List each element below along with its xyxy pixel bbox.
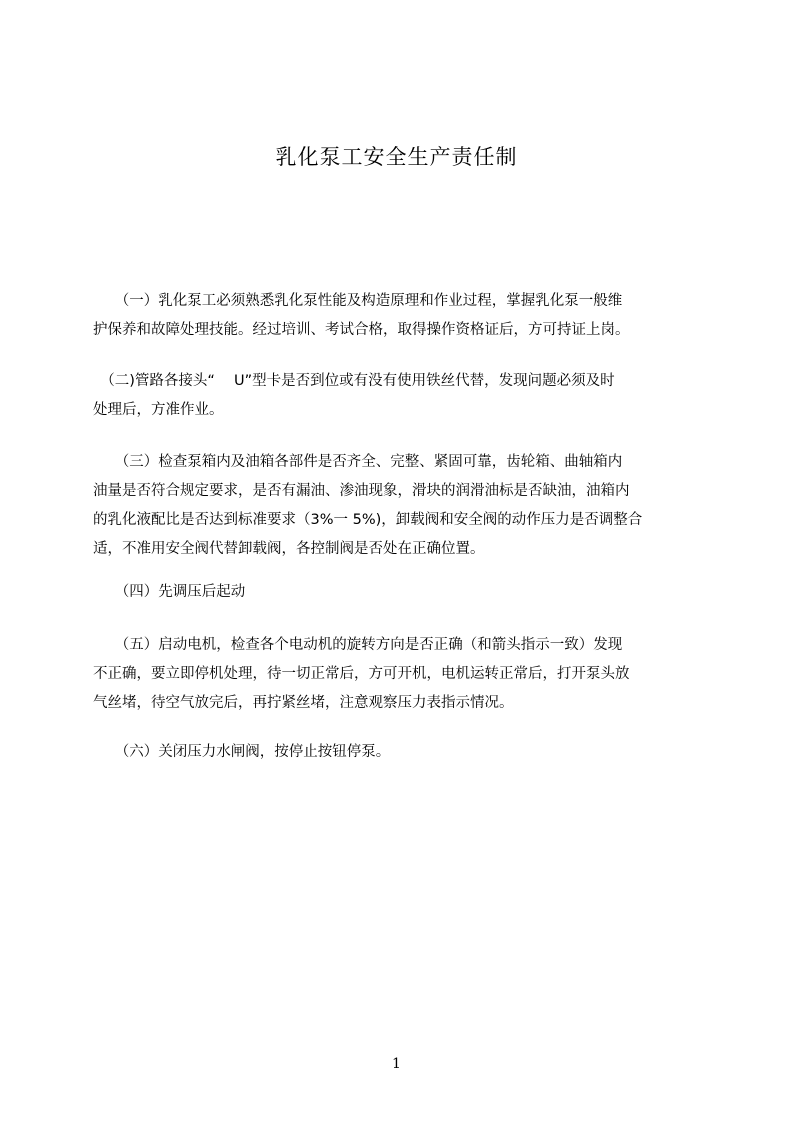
paragraph-1	[93, 287, 718, 345]
document-title: 乳化泵工安全生产责任制	[275, 145, 518, 169]
paragraph-line: 油量是否符合规定要求，是否有漏油、渗油现象，滑块的润滑油标是否缺油，油箱内	[93, 483, 630, 499]
paragraph-6	[93, 738, 718, 767]
paragraph-3	[93, 448, 718, 564]
paragraph-line: （五）启动电机，检查各个电动机的旋转方向是否正确（和箭头指示一致）发现	[93, 637, 623, 653]
paragraph-line: 气丝堵，待空气放完后，再拧紧丝堵，注意观察压力表指示情况。	[93, 695, 514, 711]
page-number: 1	[392, 1056, 401, 1072]
paragraph-line: （三）检查泵箱内及油箱各部件是否齐全、完整、紧固可靠，齿轮箱、曲轴箱内	[93, 454, 623, 470]
paragraph-line: 护保养和故障处理技能。经过培训、考试合格，取得操作资格证后，方可持证上岗。	[93, 322, 630, 338]
paragraph-line: 适，不准用安全阀代替卸载阀，各控制阀是否处在正确位置。	[93, 541, 485, 557]
paragraph-line: 的乳化液配比是否达到标准要求（3%一 5%)，卸载阀和安全阀的动作压力是否调整合	[93, 512, 643, 528]
paragraph-line: 处理后，方准作业。	[93, 402, 224, 418]
paragraph-line: 不正确，要立即停机处理，待一切正常后，方可开机，电机运转正常后，打开泵头放	[93, 666, 630, 682]
paragraph-5	[93, 631, 718, 718]
paragraph-line: （六）关闭压力水闸阀，按停止按钮停泵。	[93, 744, 391, 760]
paragraph-2	[93, 367, 718, 425]
paragraph-4	[93, 578, 718, 607]
paragraph-line: （二)管路各接头“ U”型卡是否到位或有没有使用铁丝代替，发现问题必须及时	[93, 373, 615, 389]
paragraph-line: （四）先调压后起动	[93, 584, 246, 600]
paragraph-line: （一）乳化泵工必须熟悉乳化泵性能及构造原理和作业过程，掌握乳化泵一般维	[93, 293, 623, 309]
